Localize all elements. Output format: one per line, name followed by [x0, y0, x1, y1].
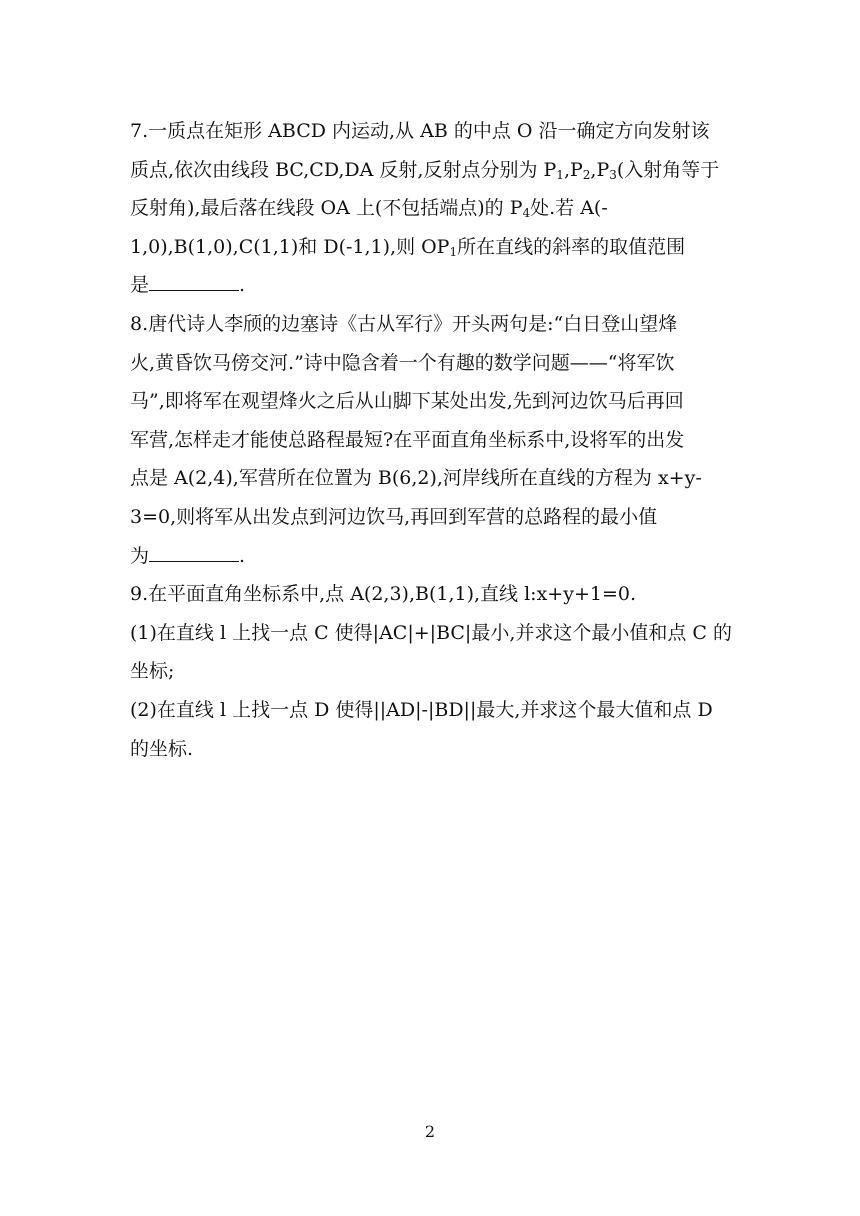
q7-answer-blank [149, 289, 239, 291]
q9-line-5: 的坐标. [130, 737, 194, 760]
q8-line-2: 火,黄昏饮马傍交河.”诗中隐含着一个有趣的数学问题——“将军饮 [130, 351, 675, 374]
question-7 [130, 112, 730, 305]
q9-line-2: (1)在直线 l 上找一点 C 使得|AC|+|BC|最小,并求这个最小值和点 C 的 [130, 621, 732, 644]
q7-line-5 [130, 266, 730, 305]
question-8 [130, 305, 730, 575]
q7-line-1: 7.一质点在矩形 ABCD 内运动,从 AB 的中点 O 沿一确定方向发射该 [130, 120, 710, 142]
q7-line-4-text-b: 所在直线的斜率的取值范围 [457, 235, 686, 258]
q8-line-7-text-b: . [239, 544, 246, 567]
question-9 [130, 575, 730, 768]
q7-line-2 [130, 151, 730, 190]
q7-line-2-text-c: ,P [590, 158, 610, 181]
q8-line-4: 军营,怎样走才能使总路程最短?在平面直角坐标系中,设将军的出发 [130, 428, 685, 451]
q7-line-4-text-a: 1,0),B(1,0),C(1,1)和 D(-1,1),则 OP [130, 235, 450, 258]
q7-line-4 [130, 228, 730, 267]
q8-line-1: 8.唐代诗人李颀的边塞诗《古从军行》开头两句是:“白日登山望烽 [130, 312, 678, 335]
op1-subscript: 1 [449, 244, 458, 259]
q8-answer-blank [149, 560, 239, 562]
q8-line-7 [130, 537, 730, 576]
q7-line-3-text-a: 反射角),最后落在线段 OA 上(不包括端点)的 P [130, 197, 523, 220]
q7-line-3 [130, 189, 730, 228]
q9-line-4: (2)在直线 l 上找一点 D 使得||AD|-|BD||最大,并求这个最大值和点 D [130, 698, 713, 721]
q8-line-3: 马”,即将军在观望烽火之后从山脚下某处出发,先到河边饮马后再回 [130, 390, 684, 413]
q7-line-2-text-d: (入射角等于 [616, 158, 720, 181]
q7-line-5-text-a: 是 [130, 274, 150, 297]
q7-line-5-text-b: . [239, 274, 246, 297]
page-number: 2 [424, 1122, 436, 1141]
p1-subscript: 1 [556, 167, 564, 182]
q9-line-3: 坐标; [130, 660, 175, 683]
p4-subscript: 4 [522, 206, 531, 221]
page-content [130, 112, 730, 768]
q7-line-3-text-b: 处.若 A(- [530, 197, 608, 220]
q7-line-2-text-a: 质点,依次由线段 BC,CD,DA 反射,反射点分别为 P [130, 158, 557, 181]
q7-line-2-text-b: ,P [563, 158, 583, 181]
p2-subscript: 2 [582, 167, 591, 182]
q9-line-1: 9.在平面直角坐标系中,点 A(2,3),B(1,1),直线 l:x+y+1=0. [130, 583, 636, 606]
q8-line-5: 点是 A(2,4),军营所在位置为 B(6,2),河岸线所在直线的方程为 x+y- [130, 467, 702, 490]
q8-line-6: 3=0,则将军从出发点到河边饮马,再回到军营的总路程的最小值 [130, 505, 658, 528]
p3-subscript: 3 [609, 167, 617, 182]
q8-line-7-text-a: 为 [130, 544, 150, 567]
